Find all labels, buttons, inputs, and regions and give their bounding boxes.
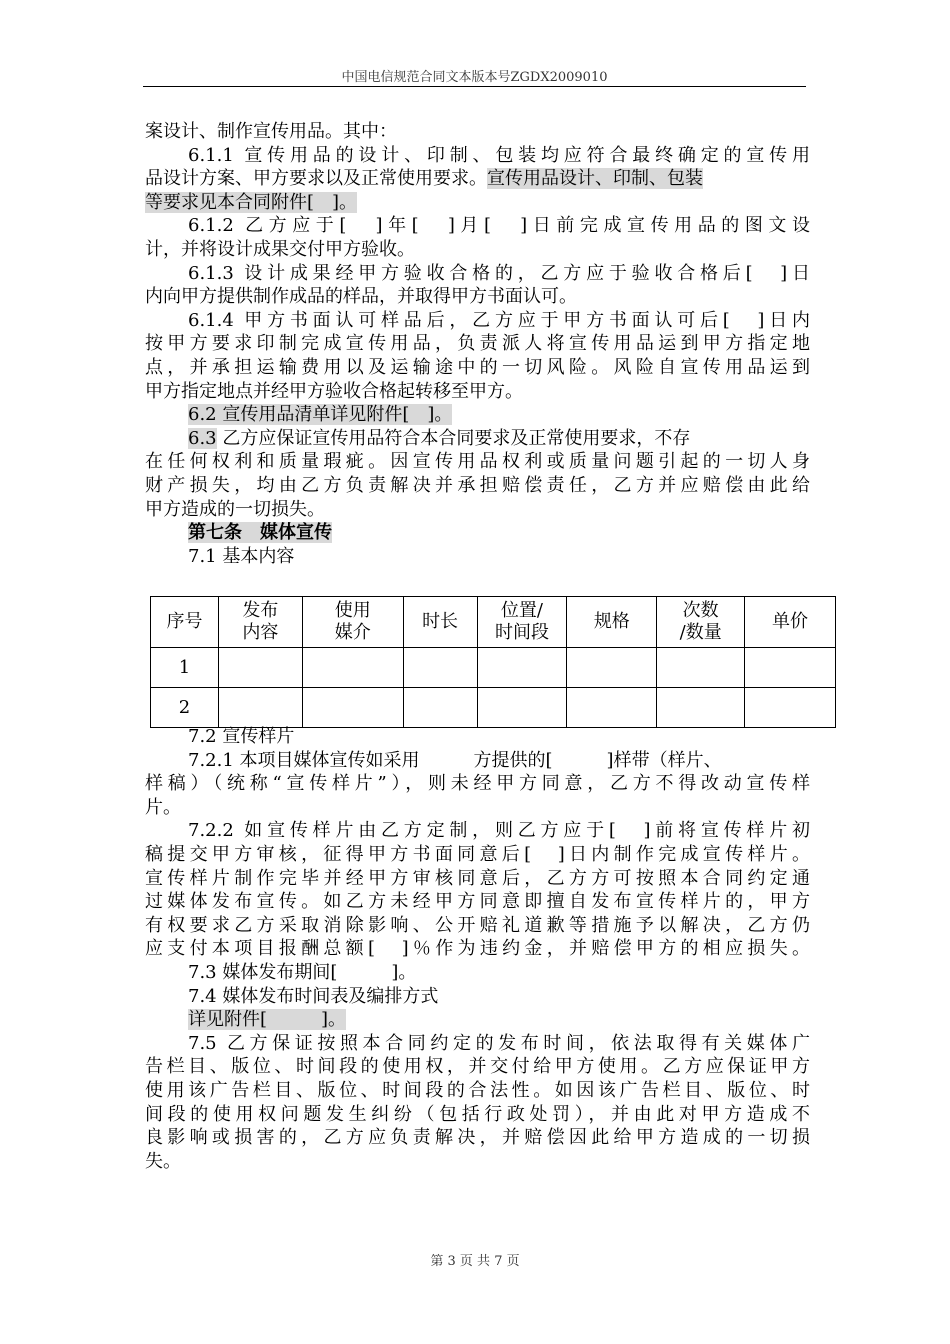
text-line: 良影响或损害的，乙方应负责解决，并赔偿因此给甲方造成的一切损 xyxy=(145,1127,810,1149)
text-line: 内向甲方提供制作成品的样品，并取得甲方书面认可。 xyxy=(145,286,577,308)
text-line: 甲方指定地点并经甲方验收合格起转移至甲方。 xyxy=(145,380,523,402)
table-header-cell xyxy=(302,597,403,648)
clause-7-3: 7.3 媒体发布期间[ ]。 xyxy=(188,961,417,983)
table-header-cell xyxy=(477,597,567,648)
clause-7-2: 7.2 宣传样片 xyxy=(188,726,295,747)
header-text: /数量 xyxy=(679,622,722,643)
highlighted-text: 等要求见本合同附件[ ]。 xyxy=(145,191,358,213)
header-text: 位置/ xyxy=(500,600,543,621)
header-text: 规格 xyxy=(593,611,630,632)
table-cell xyxy=(567,648,657,688)
table-cell xyxy=(218,688,302,728)
text-line: 在任何权利和质量瑕疵。因宣传用品权利或质量问题引起的一切人身 xyxy=(145,451,810,473)
table-cell xyxy=(657,688,745,728)
header-text: 时长 xyxy=(422,611,459,632)
table-row xyxy=(151,688,836,728)
clause-7-5: 7.5 乙方保证按照本合同约定的发布时间，依法取得有关媒体广 xyxy=(188,1032,810,1054)
table-cell xyxy=(745,688,836,728)
text-line: 告栏目、版位、时间段的使用权，并交付给甲方使用。乙方应保证甲方 xyxy=(145,1056,810,1078)
text-line: 计，并将设计成果交付甲方验收。 xyxy=(145,238,415,260)
clause-6-1-2: 6.1.2 乙方应于[ ]年[ ]月[ ]日前完成宣传用品的图文设 xyxy=(188,215,810,237)
text-line: 财产损失，均由乙方负责解决并承担赔偿责任，乙方并应赔偿由此给 xyxy=(145,474,810,496)
table-cell xyxy=(477,648,567,688)
page-footer: 第 3 页 共 7 页 xyxy=(430,1254,520,1269)
page-header: 中国电信规范合同文本版本号ZGDX2009010 xyxy=(341,70,608,85)
table-cell xyxy=(403,688,477,728)
table-cell xyxy=(218,648,302,688)
text-line xyxy=(145,191,810,215)
table-header-cell xyxy=(567,597,657,648)
header-text: 发布 xyxy=(242,600,279,621)
text-line: 甲方造成的一切损失。 xyxy=(145,498,325,520)
text-line: 过媒体发布宣传。如乙方未经甲方同意即擅自发布宣传样片的，甲方 xyxy=(145,891,810,913)
table-row xyxy=(151,648,836,688)
text-line: 稿提交甲方审核，征得甲方书面同意后[ ]日内制作完成宣传样片。 xyxy=(145,843,810,865)
article-7-heading xyxy=(145,521,810,545)
table-cell xyxy=(302,648,403,688)
text-line: 点，并承担运输费用以及运输途中的一切风险。风险自宣传用品运到 xyxy=(145,356,810,378)
table-cell: 1 xyxy=(151,648,219,688)
clause-6-3 xyxy=(145,427,810,451)
table-cell xyxy=(657,648,745,688)
text-line: 间段的使用权问题发生纠纷（包括行政处罚），并由此对甲方造成不 xyxy=(145,1103,810,1125)
table-header-cell xyxy=(218,597,302,648)
highlighted-text: 6.3 xyxy=(188,427,217,449)
text-line xyxy=(145,167,810,191)
table-header-cell xyxy=(403,597,477,648)
highlighted-text: 详见附件[ ]。 xyxy=(188,1009,347,1031)
clause-6-1-4: 6.1.4 甲方书面认可样品后，乙方应于甲方书面认可后[ ]日内 xyxy=(188,309,810,331)
text-line: 宣传样片制作完毕并经甲方审核同意后，乙方方可按照本合同约定通 xyxy=(145,867,810,889)
text-line: 案设计、制作宣传用品。其中： xyxy=(145,121,397,142)
media-table xyxy=(150,596,836,728)
text-line: 失。 xyxy=(145,1150,181,1172)
text-span: 乙方应保证宣传用品符合本合同要求及正常使用要求，不存 xyxy=(216,427,691,449)
text-line: 应支付本项目报酬总额[ ]％作为违约金，并赔偿甲方的相应损失。 xyxy=(145,938,810,960)
table-cell xyxy=(567,688,657,728)
clause-7-2-2: 7.2.2 如宣传样片由乙方定制，则乙方应于[ ]前将宣传样片初 xyxy=(188,820,810,842)
text-line: 样稿）（统称“宣传样片”），则未经甲方同意，乙方不得改动宣传样 xyxy=(145,773,810,795)
clause-6-1-1: 6.1.1 宣传用品的设计、印制、包装均应符合最终确定的宣传用 xyxy=(188,144,810,166)
highlighted-text: 6.2 宣传用品清单详见附件[ ]。 xyxy=(188,404,453,426)
header-text: 时间段 xyxy=(494,622,549,643)
clause-6-1-3: 6.1.3 设计成果经甲方验收合格的，乙方应于验收合格后[ ]日 xyxy=(188,262,810,284)
text-line: 片。 xyxy=(145,796,181,818)
clause-7-2-1: 7.2.1 本项目媒体宣传如采用 方提供的[ ]样带（样片、 xyxy=(188,749,722,771)
header-rule xyxy=(143,86,806,87)
header-text: 使用 xyxy=(334,600,371,621)
clause-7-4: 7.4 媒体发布时间表及编排方式 xyxy=(188,985,439,1007)
header-text: 次数 xyxy=(682,600,719,621)
table-header-cell xyxy=(745,597,836,648)
header-text: 单价 xyxy=(772,611,809,632)
table-cell xyxy=(477,688,567,728)
highlighted-text: 宣传用品设计、印制、包装 xyxy=(487,168,703,190)
text-span: 品设计方案、甲方要求以及正常使用要求。 xyxy=(145,168,487,190)
header-text: 内容 xyxy=(242,622,279,643)
table-header-row xyxy=(151,597,836,648)
table-header-cell xyxy=(151,597,219,648)
clause-6-2 xyxy=(145,403,810,427)
table-cell xyxy=(403,648,477,688)
contract-body-part2 xyxy=(145,725,810,1173)
text-line: 使用该广告栏目、版位、时间段的合法性。如因该广告栏目、版位、时 xyxy=(145,1079,810,1101)
clause-7-1: 7.1 基本内容 xyxy=(188,545,295,567)
text-line xyxy=(145,1008,810,1032)
text-line: 有权要求乙方采取消除影响、公开赔礼道歉等措施予以解决，乙方仍 xyxy=(145,914,810,936)
header-text: 媒介 xyxy=(334,622,371,643)
header-text: 序号 xyxy=(166,611,203,632)
text-line: 按甲方要求印制完成宣传用品，负责派人将宣传用品运到甲方指定地 xyxy=(145,333,810,355)
contract-body-part1 xyxy=(145,120,810,568)
table-cell: 2 xyxy=(151,688,219,728)
table-header-cell xyxy=(657,597,745,648)
table-cell xyxy=(302,688,403,728)
section-heading: 第七条 媒体宣传 xyxy=(188,522,332,544)
table-cell xyxy=(745,648,836,688)
